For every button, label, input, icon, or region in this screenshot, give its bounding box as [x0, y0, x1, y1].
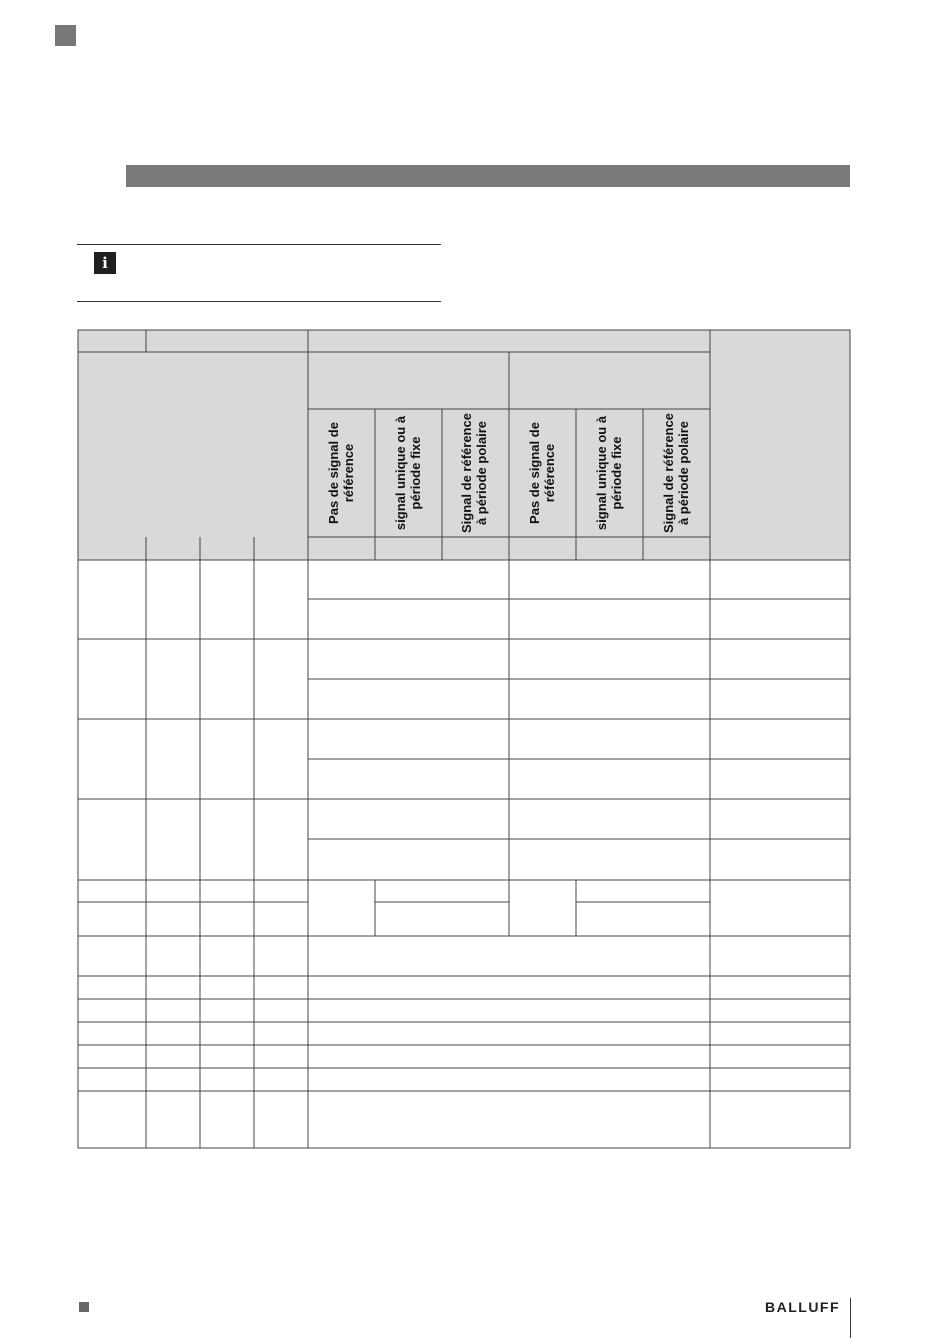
col-header-1: Pas de signal de référence	[326, 422, 356, 524]
col-header-3: Signal de référence à période polaire	[459, 413, 489, 533]
balluff-logo: BALLUFF	[765, 1299, 841, 1315]
col-header-6: Signal de référence à période polaire	[661, 413, 691, 533]
footer-marker	[79, 1302, 89, 1312]
col-header-4: Pas de signal de référence	[527, 422, 557, 524]
col-header-5: signal unique ou à période fixe	[594, 415, 624, 531]
info-icon: i	[94, 252, 116, 274]
footer-rule	[850, 1298, 851, 1338]
col-header-2: signal unique ou à période fixe	[393, 415, 423, 531]
